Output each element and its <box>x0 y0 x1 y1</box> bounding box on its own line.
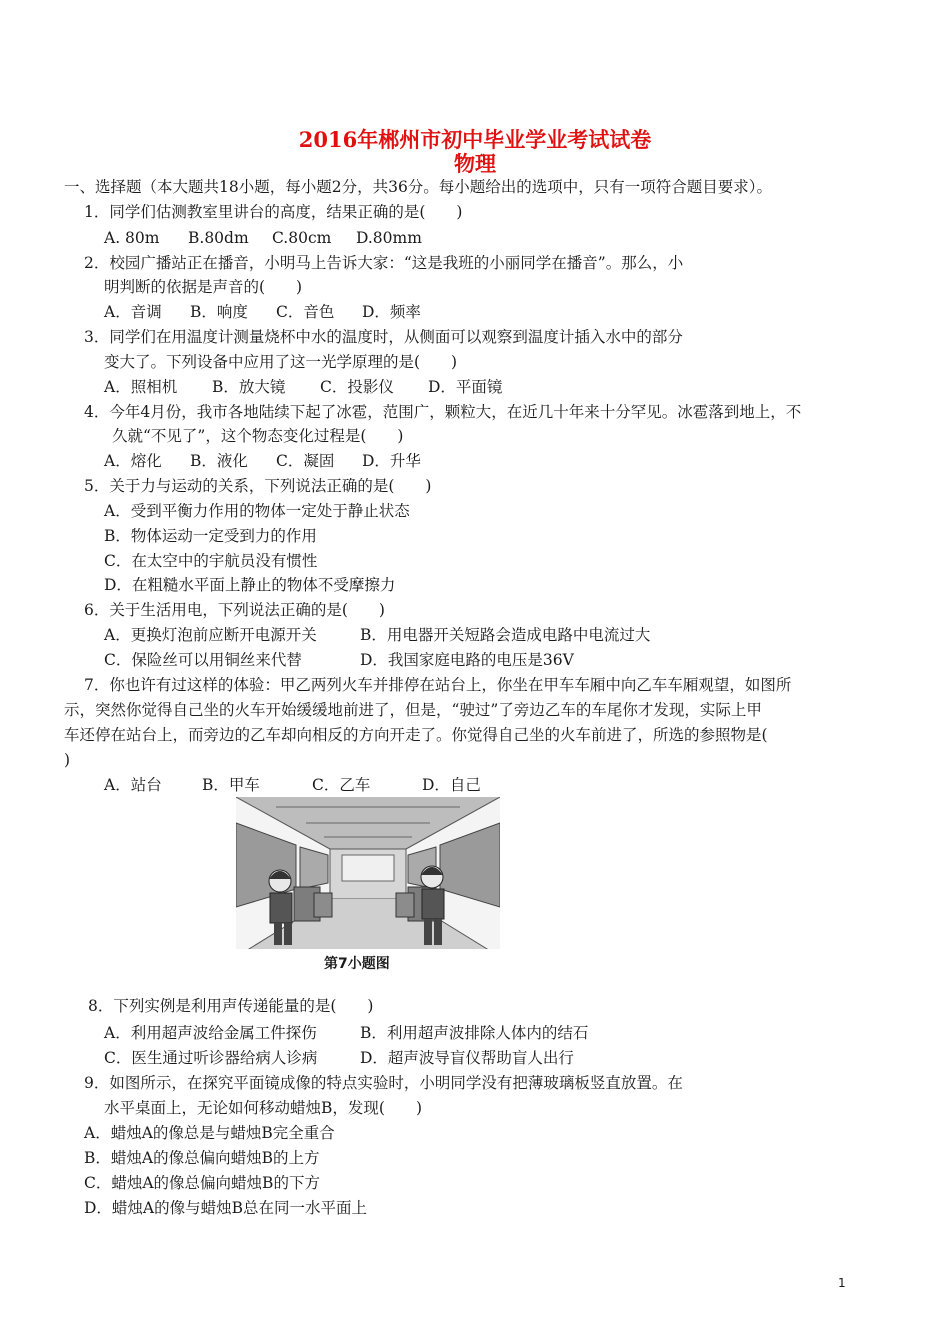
option: D．频率 <box>362 303 421 321</box>
option: C.80cm <box>272 229 332 247</box>
figure-caption: 第7小题图 <box>324 956 390 972</box>
question-9-option-b: B．蜡烛A的像总偏向蜡烛B的上方 <box>84 1149 320 1167</box>
train-interior-illustration <box>236 797 500 975</box>
question-5-option-c: C．在太空中的宇航员没有惯性 <box>104 552 318 570</box>
question-6-options-row2 <box>104 650 574 670</box>
option: D．升华 <box>362 452 421 470</box>
section-header: 一、选择题（本大题共18小题，每小题2分，共36分。每小题给出的选项中，只有一项符合题目要求）。 <box>64 178 773 196</box>
question-9-stem: 9．如图所示，在探究平面镜成像的特点实验时，小明同学没有把薄玻璃板竖直放置。在 <box>84 1074 683 1092</box>
option: B．利用超声波排除人体内的结石 <box>360 1024 589 1042</box>
question-7-options <box>104 775 481 795</box>
option: D．我国家庭电路的电压是36V <box>360 651 574 669</box>
question-2-stem-cont: 明判断的依据是声音的( ) <box>104 278 303 296</box>
page-title: 2016年郴州市初中毕业学业考试试卷 <box>298 127 652 152</box>
option: C．音色 <box>276 303 335 321</box>
page-number: 1 <box>838 1276 846 1290</box>
option: C．凝固 <box>276 452 335 470</box>
option: A．熔化 <box>104 452 162 470</box>
option: A．照相机 <box>104 378 178 396</box>
question-9-stem-cont: 水平桌面上，无论如何移动蜡烛B，发现( ) <box>104 1099 422 1117</box>
question-9-option-d: D．蜡烛A的像与蜡烛B总在同一水平面上 <box>84 1199 368 1217</box>
option: D．超声波导盲仪帮助盲人出行 <box>360 1049 574 1067</box>
question-2-stem: 2．校园广播站正在播音，小明马上告诉大家：“这是我班的小丽同学在播音”。那么，小 <box>84 254 684 272</box>
question-9-option-c: C．蜡烛A的像总偏向蜡烛B的下方 <box>84 1174 320 1192</box>
option: B．液化 <box>190 452 248 470</box>
question-6-stem: 6．关于生活用电，下列说法正确的是( ) <box>84 601 385 619</box>
option: C．投影仪 <box>320 378 394 396</box>
option: A．站台 <box>104 776 162 794</box>
question-5-stem: 5．关于力与运动的关系，下列说法正确的是( ) <box>84 477 432 495</box>
train-interior-figure <box>236 797 500 975</box>
question-6-options-row1 <box>104 625 650 645</box>
question-8-options-row2 <box>104 1048 574 1068</box>
question-5-option-b: B．物体运动一定受到力的作用 <box>104 527 317 545</box>
question-1-stem: 1．同学们估测教室里讲台的高度，结果正确的是( ) <box>84 203 463 221</box>
question-8-stem: 8．下列实例是利用声传递能量的是( ) <box>88 997 374 1015</box>
option: B．放大镜 <box>212 378 286 396</box>
option: B．甲车 <box>202 776 260 794</box>
question-1-options <box>104 228 422 248</box>
question-5-option-a: A．受到平衡力作用的物体一定处于静止状态 <box>104 502 410 520</box>
question-7-stem-cont2: 车还停在站台上，而旁边的乙车却向相反的方向开走了。你觉得自己坐的火车前进了，所选的参照物是( <box>64 726 768 744</box>
question-7-stem: 7．你也许有过这样的体验：甲乙两列火车并排停在站台上，你坐在甲车车厢中向乙车车厢观望，如图所 <box>84 676 792 694</box>
option: C．乙车 <box>312 776 371 794</box>
question-4-stem: 4．今年4月份，我市各地陆续下起了冰雹，范围广，颗粒大，在近几十年来十分罕见。冰雹落到地上，不 <box>84 403 802 421</box>
question-4-options <box>104 451 421 471</box>
question-9-option-a: A．蜡烛A的像总是与蜡烛B完全重合 <box>84 1124 335 1142</box>
option: D.80mm <box>356 229 422 247</box>
subject-title: 物理 <box>454 151 496 176</box>
option: A．更换灯泡前应断开电源开关 <box>104 626 317 644</box>
option: B．响度 <box>190 303 248 321</box>
option: D．自己 <box>422 776 481 794</box>
option: A．利用超声波给金属工件探伤 <box>104 1024 317 1042</box>
option: D．平面镜 <box>428 378 503 396</box>
question-3-options <box>104 377 502 397</box>
question-8-options-row1 <box>104 1023 588 1043</box>
option: A. 80m <box>104 229 160 247</box>
question-5-option-d: D．在粗糙水平面上静止的物体不受摩擦力 <box>104 576 396 594</box>
option: C．保险丝可以用铜丝来代替 <box>104 651 302 669</box>
option: C．医生通过听诊器给病人诊病 <box>104 1049 318 1067</box>
option: B．用电器开关短路会造成电路中电流过大 <box>360 626 651 644</box>
option: B.80dm <box>188 229 249 247</box>
question-7-stem-cont3: ) <box>64 751 71 769</box>
option: A．音调 <box>104 303 162 321</box>
question-3-stem-cont: 变大了。下列设备中应用了这一光学原理的是( ) <box>104 353 458 371</box>
question-3-stem: 3．同学们在用温度计测量烧杯中水的温度时，从侧面可以观察到温度计插入水中的部分 <box>84 328 683 346</box>
question-2-options <box>104 302 421 322</box>
question-4-stem-cont: 久就“不见了”，这个物态变化过程是( ) <box>112 427 404 445</box>
question-7-stem-cont: 示，突然你觉得自己坐的火车开始缓缓地前进了，但是，“驶过”了旁边乙车的车尾你才发现，实际上甲 <box>64 701 762 719</box>
